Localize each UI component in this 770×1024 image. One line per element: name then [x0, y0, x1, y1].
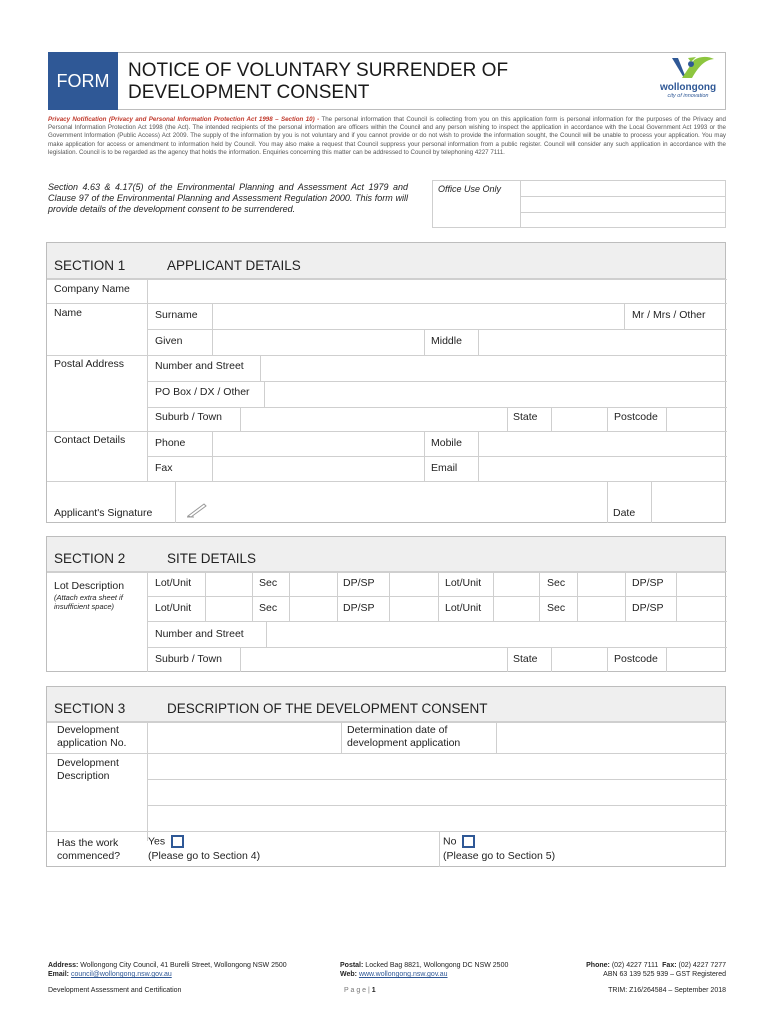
lot-description-label: Lot Description: [54, 580, 125, 592]
section-3-number: SECTION 3: [54, 701, 126, 716]
no-note: (Please go to Section 5): [443, 850, 556, 862]
date-label: Date: [613, 507, 636, 519]
fax-field[interactable]: [213, 457, 423, 480]
email-link[interactable]: council@wollongong.nsw.gov.au: [70, 971, 172, 978]
suburb-field[interactable]: [241, 408, 506, 430]
da-number-field[interactable]: [148, 722, 340, 752]
determination-date-field[interactable]: [497, 722, 726, 752]
lot-unit-label: Lot/Unit: [155, 602, 192, 614]
no-checkbox[interactable]: [462, 835, 475, 848]
mobile-field[interactable]: [479, 432, 726, 456]
signature-label: Applicant's Signature: [54, 507, 153, 519]
lot-unit-label: Lot/Unit: [155, 577, 192, 589]
po-box-label: PO Box / DX / Other: [155, 386, 250, 398]
sec-label: Sec: [547, 602, 566, 614]
web-link[interactable]: www.wollongong.nsw.gov.au: [358, 971, 448, 978]
pen-signature-icon: [186, 502, 208, 518]
surname-label: Surname: [155, 309, 198, 321]
dp-sp-label: DP/SP: [343, 577, 375, 589]
lot-unit-label: Lot/Unit: [445, 577, 482, 589]
company-name-field[interactable]: [148, 280, 726, 302]
site-number-street-label: Number and Street: [155, 628, 244, 640]
phone-field[interactable]: [213, 432, 423, 456]
state-label: State: [513, 411, 538, 423]
number-street-label: Number and Street: [155, 360, 244, 372]
section-1-number: SECTION 1: [54, 258, 126, 273]
surname-field[interactable]: [213, 304, 623, 328]
middle-field[interactable]: [479, 330, 726, 354]
yes-option[interactable]: [148, 833, 438, 865]
section-3-title: DESCRIPTION OF THE DEVELOPMENT CONSENT: [167, 701, 488, 716]
phone-label: Phone: [155, 437, 186, 449]
state-field[interactable]: [552, 408, 606, 430]
given-label: Given: [155, 335, 183, 347]
yes-label: Yes: [148, 835, 166, 848]
site-postcode-field[interactable]: [667, 648, 726, 671]
attach-note: (Attach extra sheet if insufficient space): [54, 593, 123, 611]
email-label: Email: [431, 462, 458, 474]
footer-trim: TRIM: Z16/264584 – September 2018: [608, 987, 726, 994]
page-number: P a g e | 1: [344, 987, 376, 994]
office-use-label: Office Use Only: [438, 184, 502, 194]
dp-sp-field[interactable]: [390, 572, 437, 596]
section-2-number: SECTION 2: [54, 551, 126, 566]
dp-sp-field[interactable]: [677, 572, 726, 596]
section-2-header: [47, 537, 725, 573]
privacy-notification: Privacy Notification (Privacy and Personal Information Protection Act 1998 – Section 10) - The personal information that Council is collecting from you on this application form is personal information for the purposes of the Privacy and Personal Information Protection Act 1998 (the Act). The intended recipients of the personal information are officers within the Council and any person wishing to inspect the application in accordance with the Local Government Act 1993 or the Government Information (Public Access) Act 2009. The supply of the information by you is not voluntary and if you cannot provide or do not wish to provide the information sought, the Council will be unable to process your application. You may make application for access or amendment to information held by Council. You may also make a request that Council suppress your personal information from a public register. Council will consider any such application in accordance with the legislation. Council is to be regarded as the agency that holds the information. Enquiries concerning this matter can be addressed to Council by telephoning 4227 7111.: [48, 116, 726, 156]
section-2-site: [46, 536, 726, 672]
no-label: No: [443, 835, 457, 848]
postal-address-label: Postal Address: [54, 358, 125, 370]
po-box-field[interactable]: [265, 382, 726, 406]
section-1-header: [47, 243, 725, 279]
page-title: NOTICE OF VOLUNTARY SURRENDER OF DEVELOPMENT CONSENT: [128, 60, 509, 103]
sec-field[interactable]: [290, 572, 336, 596]
yes-checkbox[interactable]: [171, 835, 184, 848]
contact-details-label: Contact Details: [54, 434, 126, 446]
site-suburb-label: Suburb / Town: [155, 653, 222, 665]
fax-label: Fax: [155, 462, 173, 474]
intro-text: Section 4.63 & 4.17(5) of the Environmental Planning and Assessment Act 1979 and Clause 97 of the Environmental Planning and Assessment Regulation 2000. This form will provide details of the development consent to be surrendered.: [48, 182, 408, 214]
footer-phone: Phone: (02) 4227 7111 Fax: (02) 4227 7277 ABN 63 139 525 939 – GST Registered: [540, 961, 726, 979]
postcode-field[interactable]: [667, 408, 726, 430]
lot-unit-field[interactable]: [494, 572, 538, 596]
middle-label: Middle: [431, 335, 462, 347]
yes-note: (Please go to Section 4): [148, 850, 261, 862]
date-field[interactable]: [652, 482, 726, 523]
email-field[interactable]: [479, 457, 726, 480]
company-name-label: Company Name: [54, 283, 130, 295]
section-1-applicant: [46, 242, 726, 523]
dp-sp-field[interactable]: [677, 597, 726, 620]
section-1-title: APPLICANT DETAILS: [167, 258, 301, 273]
dp-sp-field[interactable]: [390, 597, 437, 620]
footer-postal: Postal: Locked Bag 8821, Wollongong DC NSW 2500 Web: www.wollongong.nsw.gov.au: [340, 962, 509, 978]
sec-field[interactable]: [578, 597, 624, 620]
da-number-label: Development application No.: [57, 724, 127, 749]
lot-unit-field[interactable]: [494, 597, 538, 620]
no-option[interactable]: [443, 833, 726, 865]
sec-label: Sec: [259, 602, 278, 614]
site-number-street-field[interactable]: [267, 622, 726, 646]
sec-field[interactable]: [290, 597, 336, 620]
sec-label: Sec: [259, 577, 278, 589]
sec-label: Sec: [547, 577, 566, 589]
lot-unit-field[interactable]: [206, 572, 251, 596]
lot-unit-label: Lot/Unit: [445, 602, 482, 614]
sec-field[interactable]: [578, 572, 624, 596]
site-suburb-field[interactable]: [241, 648, 506, 671]
lot-unit-field[interactable]: [206, 597, 251, 620]
dp-sp-label: DP/SP: [632, 577, 664, 589]
mobile-label: Mobile: [431, 437, 462, 449]
suburb-label: Suburb / Town: [155, 411, 222, 423]
name-label: Name: [54, 307, 83, 319]
title-options-label: Mr / Mrs / Other: [632, 309, 706, 321]
site-state-label: State: [513, 653, 538, 665]
work-commenced-label: Has the work commenced?: [57, 837, 121, 862]
site-postcode-label: Postcode: [614, 653, 658, 665]
footer-dept: Development Assessment and Certification: [48, 987, 182, 994]
footer-address: Address: Wollongong City Council, 41 Burelli Street, Wollongong NSW 2500 Email: council@wollongong.nsw.gov.au: [48, 962, 287, 978]
dp-sp-label: DP/SP: [343, 602, 375, 614]
dev-description-field[interactable]: [148, 754, 726, 840]
logo-mark-icon: [658, 56, 718, 82]
dp-sp-label: DP/SP: [632, 602, 664, 614]
number-street-field[interactable]: [261, 356, 726, 380]
section-2-title: SITE DETAILS: [167, 551, 257, 566]
wollongong-logo: wollongong city of innovation: [654, 56, 722, 106]
section-3-consent: [46, 686, 726, 867]
postcode-label: Postcode: [614, 411, 658, 423]
form-tag: FORM: [48, 52, 118, 110]
signature-field[interactable]: [176, 482, 606, 523]
determination-date-label: Determination date of development application: [347, 724, 461, 749]
abn: ABN 63 139 525 939 – GST Registered: [603, 971, 726, 978]
dev-description-label: Development Description: [57, 757, 119, 782]
site-state-field[interactable]: [552, 648, 606, 671]
given-field[interactable]: [213, 330, 423, 354]
